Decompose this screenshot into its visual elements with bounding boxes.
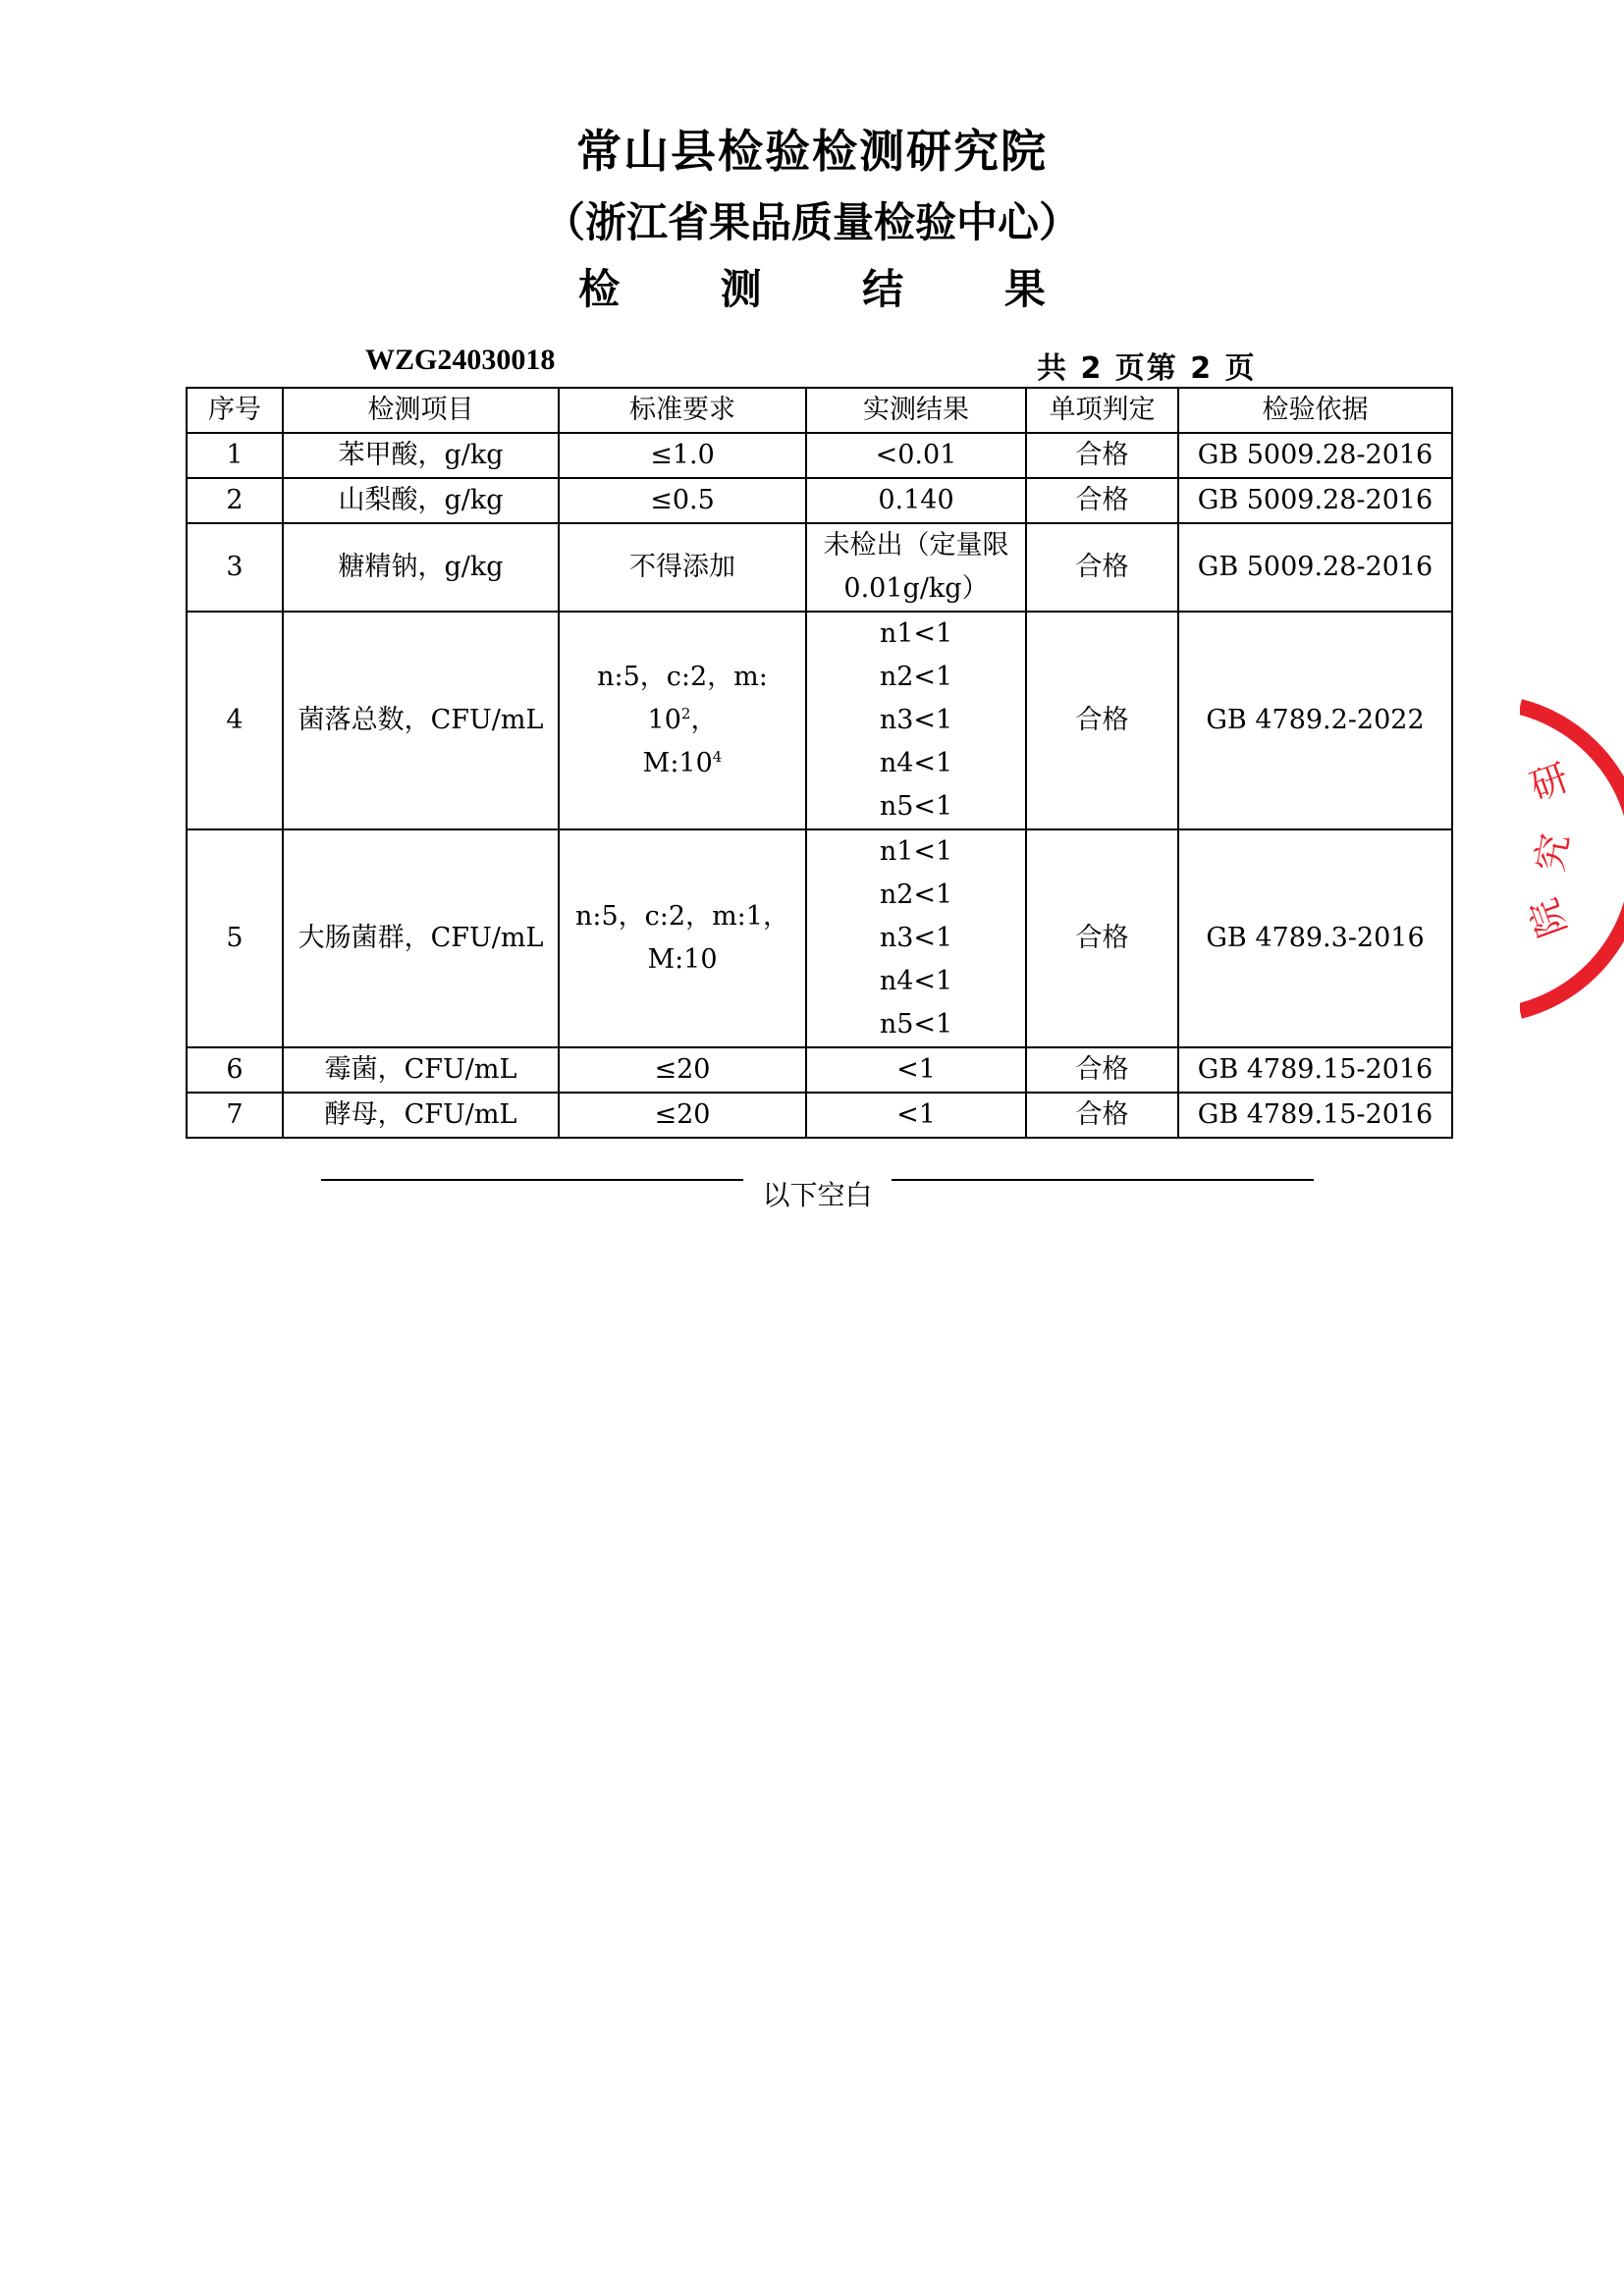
table-row — [187, 523, 1452, 612]
cell-basis: GB 5009.28-2016 — [1178, 478, 1452, 523]
blank-divider-right — [892, 1179, 1314, 1181]
cell-verdict: 合格 — [1026, 1047, 1178, 1093]
col-header-item: 检测项目 — [283, 388, 559, 433]
requirement-line: n:5，c:2，m: $10^2$， — [597, 662, 768, 735]
table-row — [187, 478, 1452, 523]
cell-verdict: 合格 — [1026, 433, 1178, 478]
cell-result — [806, 523, 1026, 612]
cell-basis: GB 5009.28-2016 — [1178, 523, 1452, 612]
seal-char: 研 — [1524, 755, 1575, 810]
col-header-no: 序号 — [187, 388, 283, 433]
cell-verdict: 合格 — [1026, 1093, 1178, 1138]
result-line: n2<1 — [879, 880, 953, 910]
cell-result — [806, 612, 1026, 829]
cell-item: 菌落总数，CFU/mL — [283, 612, 559, 829]
result-line: n3<1 — [879, 923, 953, 953]
seal-char: 院 — [1521, 892, 1576, 943]
cell-result: 0.140 — [806, 478, 1026, 523]
cell-verdict: 合格 — [1026, 612, 1178, 829]
cell-requirement: ≤0.5 — [559, 478, 806, 523]
cell-no: 7 — [187, 1093, 283, 1138]
result-line: 未检出（定量限 — [823, 530, 1009, 561]
col-header-basis: 检验依据 — [1178, 388, 1452, 433]
requirement-line: M:10 — [647, 944, 718, 975]
result-line: n4<1 — [879, 966, 953, 996]
cell-basis: GB 4789.15-2016 — [1178, 1093, 1452, 1138]
cell-requirement: 不得添加 — [559, 523, 806, 612]
col-header-requirement: 标准要求 — [559, 388, 806, 433]
cell-requirement: ≤20 — [559, 1093, 806, 1138]
cell-no: 2 — [187, 478, 283, 523]
cell-basis: GB 4789.3-2016 — [1178, 829, 1452, 1047]
cell-result: <1 — [806, 1047, 1026, 1093]
cell-result: <1 — [806, 1093, 1026, 1138]
col-header-verdict: 单项判定 — [1026, 388, 1178, 433]
result-line: n5<1 — [879, 791, 953, 822]
cell-verdict: 合格 — [1026, 478, 1178, 523]
sub-institute-name: （浙江省果品质量检验中心） — [543, 198, 1080, 246]
table-row — [187, 612, 1452, 829]
cell-verdict: 合格 — [1026, 829, 1178, 1047]
table-row — [187, 1047, 1452, 1093]
table-row — [187, 829, 1452, 1047]
cell-no: 1 — [187, 433, 283, 478]
cell-requirement: ≤1.0 — [559, 433, 806, 478]
cell-requirement — [559, 829, 806, 1047]
cell-item: 大肠菌群，CFU/mL — [283, 829, 559, 1047]
document-title: 检 测 结 果 — [578, 265, 1089, 313]
cell-requirement — [559, 612, 806, 829]
table-row — [187, 433, 1452, 478]
seal-char: 究 — [1528, 829, 1578, 876]
result-line: n5<1 — [879, 1009, 953, 1040]
cell-basis: GB 4789.15-2016 — [1178, 1047, 1452, 1093]
report-number: WZG24030018 — [365, 344, 556, 376]
result-line: n2<1 — [879, 662, 953, 692]
cell-requirement: ≤20 — [559, 1047, 806, 1093]
cell-result: <0.01 — [806, 433, 1026, 478]
blank-divider-left — [321, 1179, 743, 1181]
cell-no: 6 — [187, 1047, 283, 1093]
cell-verdict: 合格 — [1026, 523, 1178, 612]
cell-no: 3 — [187, 523, 283, 612]
cell-item: 霉菌，CFU/mL — [283, 1047, 559, 1093]
requirement-line: $M:10^4$ — [642, 748, 723, 778]
cell-result — [806, 829, 1026, 1047]
results-table — [186, 387, 1453, 1139]
col-header-result: 实测结果 — [806, 388, 1026, 433]
cell-no: 5 — [187, 829, 283, 1047]
cell-item: 糖精钠，g/kg — [283, 523, 559, 612]
page-info: 共 2 页第 2 页 — [1037, 351, 1257, 386]
result-line: 0.01g/kg） — [843, 573, 989, 604]
cell-item: 山梨酸，g/kg — [283, 478, 559, 523]
requirement-line: n:5，c:2，m:1， — [575, 901, 789, 932]
result-line: n3<1 — [879, 705, 953, 735]
institute-name: 常山县检验检测研究院 — [576, 125, 1048, 178]
cell-basis: GB 5009.28-2016 — [1178, 433, 1452, 478]
result-line: n1<1 — [879, 618, 953, 649]
cell-item: 酵母，CFU/mL — [283, 1093, 559, 1138]
cell-no: 4 — [187, 612, 283, 829]
table-row — [187, 1093, 1452, 1138]
cell-item: 苯甲酸，g/kg — [283, 433, 559, 478]
blank-below-note: 以下空白 — [762, 1179, 873, 1211]
official-seal — [1520, 677, 1624, 1031]
cell-basis: GB 4789.2-2022 — [1178, 612, 1452, 829]
result-line: n4<1 — [879, 748, 953, 778]
result-line: n1<1 — [879, 836, 953, 867]
table-header-row — [187, 388, 1452, 433]
